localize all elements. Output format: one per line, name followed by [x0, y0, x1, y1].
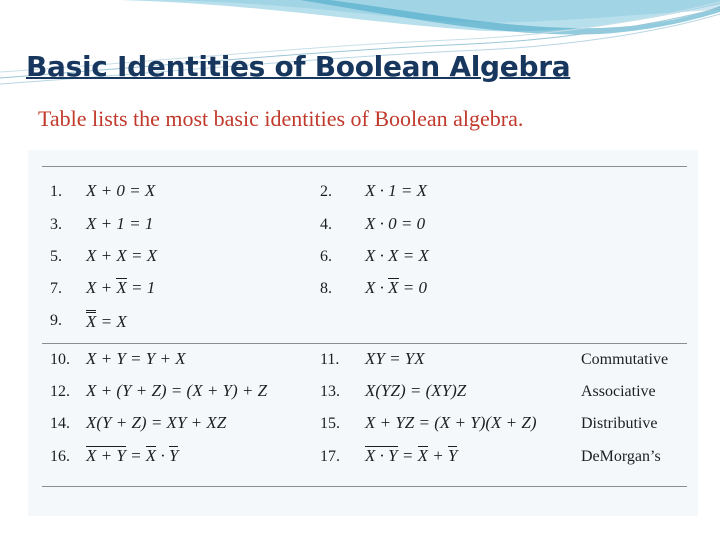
identity-equation: X + X = 1: [86, 278, 156, 297]
identity-number: 16.: [50, 448, 70, 465]
identity-number: 11.: [320, 351, 340, 368]
identity-number: 2.: [320, 183, 332, 200]
identity-law-label: Associative: [581, 383, 656, 400]
slide-title: Basic Identities of Boolean Algebra: [26, 50, 571, 83]
identity-equation: X + Y = Y + X: [86, 349, 186, 368]
identity-law-label: DeMorgan’s: [581, 448, 661, 465]
table-top-rule: [42, 166, 687, 167]
table-bottom-rule: [42, 486, 687, 487]
identities-table: [28, 150, 698, 516]
identity-number: 15.: [320, 415, 340, 432]
identity-equation: X + X = X: [86, 246, 158, 265]
slide-subtitle: Table lists the most basic identities of Boolean algebra.: [38, 106, 524, 131]
identity-number: 4.: [320, 216, 332, 233]
identity-equation: X + 0 = X: [86, 181, 156, 200]
identity-equation: X · X = X: [365, 246, 429, 265]
identity-number: 8.: [320, 280, 332, 297]
identity-equation: X + 1 = 1: [86, 214, 154, 233]
identity-equation: X · Y = X + Y: [365, 446, 458, 465]
identity-number: 12.: [50, 383, 70, 400]
identity-equation: XY = YX: [365, 349, 425, 368]
identity-number: 1.: [50, 183, 62, 200]
identity-number: 9.: [50, 312, 62, 329]
identity-law-label: Distributive: [581, 415, 658, 432]
identity-number: 5.: [50, 248, 62, 265]
identity-equation: X · 1 = X: [365, 181, 427, 200]
table-middle-rule: [42, 343, 687, 344]
identity-number: 3.: [50, 216, 62, 233]
identity-equation: X + (Y + Z) = (X + Y) + Z: [86, 381, 268, 400]
identity-equation: X + YZ = (X + Y)(X + Z): [365, 413, 537, 432]
identity-number: 7.: [50, 280, 62, 297]
identity-equation: X(Y + Z) = XY + XZ: [86, 413, 227, 432]
identity-equation: X(YZ) = (XY)Z: [365, 381, 467, 400]
identity-number: 6.: [320, 248, 332, 265]
identity-number: 17.: [320, 448, 340, 465]
identity-equation: X = X: [86, 312, 127, 331]
identity-number: 13.: [320, 383, 340, 400]
identity-law-label: Commutative: [581, 351, 669, 368]
identity-equation: X · X = 0: [365, 278, 428, 297]
identity-equation: X + Y = X · Y: [86, 446, 179, 465]
identity-number: 14.: [50, 415, 70, 432]
identity-number: 10.: [50, 351, 70, 368]
identity-equation: X · 0 = 0: [365, 214, 426, 233]
